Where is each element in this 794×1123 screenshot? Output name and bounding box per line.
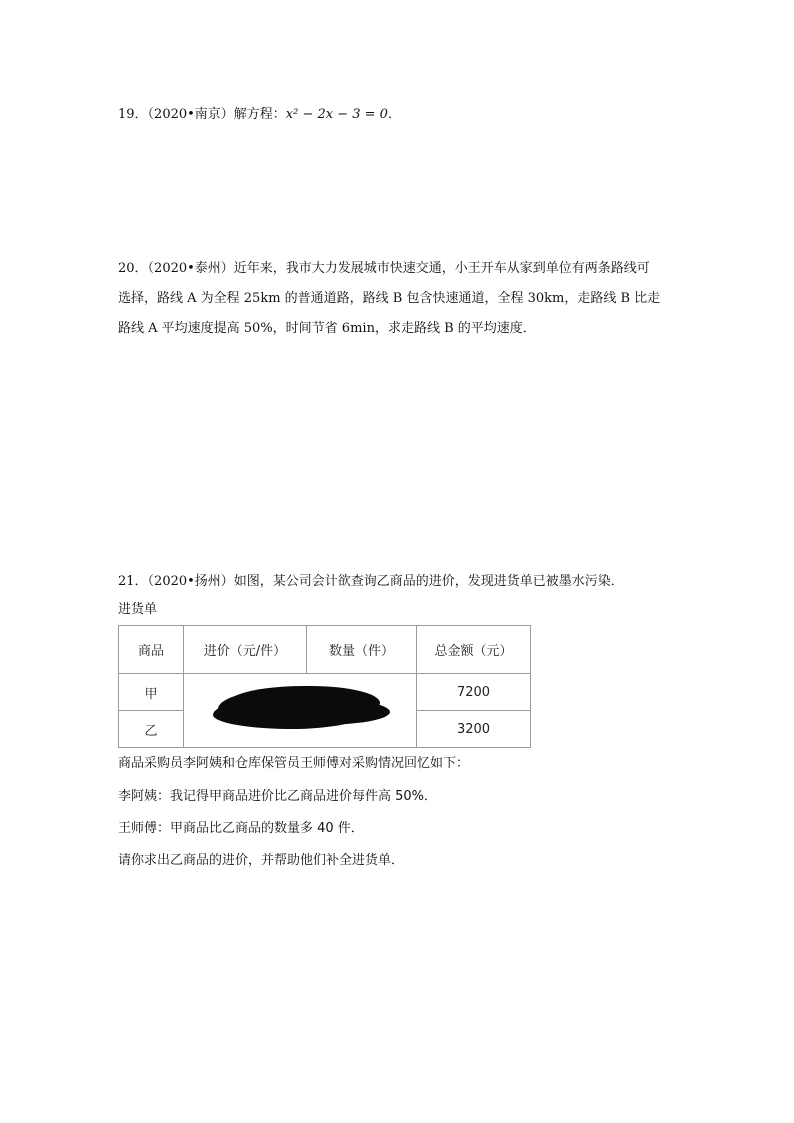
question-20-line-1: 20．（2020•泰州）近年来，我市大力发展城市快速交通，小王开车从家到单位有两条路线可 [118, 261, 650, 276]
table-row [119, 674, 531, 711]
question-19-equation: x² − 2x − 3 = 0 [285, 107, 388, 122]
question-19-suffix: ． [387, 107, 401, 122]
question-19 [118, 100, 401, 130]
recall-intro: 商品采购员李阿姨和仓库保管员王师傅对采购情况回忆如下： [118, 756, 470, 771]
header-total: 总金额（元） [417, 626, 531, 674]
question-20-line-2: 选择，路线 A 为全程 25km 的普通道路，路线 B 包含快速通道，全程 30km，走路线 B 比走 [118, 291, 661, 306]
header-unit-price: 进价（元/件） [184, 626, 307, 674]
header-quantity: 数量（件） [307, 626, 417, 674]
invoice-table [118, 625, 531, 748]
header-item: 商品 [119, 626, 184, 674]
question-20 [118, 254, 688, 344]
ink-stain [218, 688, 376, 726]
question-21-task: 请你求出乙商品的进价，并帮助他们补全进货单． [118, 853, 405, 868]
invoice-title: 进货单 [118, 602, 158, 617]
row-item-yi: 乙 [119, 711, 184, 748]
recall-li: 李阿姨：我记得甲商品进价比乙商品进价每件高 50%． [118, 789, 438, 804]
recall-wang: 王师傅：甲商品比乙商品的数量多 40 件． [118, 821, 364, 836]
row-item-jia: 甲 [119, 674, 184, 711]
ink-stained-cells [184, 674, 417, 748]
row-total-yi: 3200 [417, 711, 531, 748]
question-21-stem: 21．（2020•扬州）如图，某公司会计欲查询乙商品的进价，发现进货单已被墨水污染． [118, 574, 624, 589]
question-20-line-3: 路线 A 平均速度提高 50%，时间节省 6min，求走路线 B 的平均速度． [118, 321, 536, 336]
invoice-header-row [119, 626, 531, 674]
row-total-jia: 7200 [417, 674, 531, 711]
question-19-prefix: 19．（2020•南京）解方程： [118, 107, 286, 122]
